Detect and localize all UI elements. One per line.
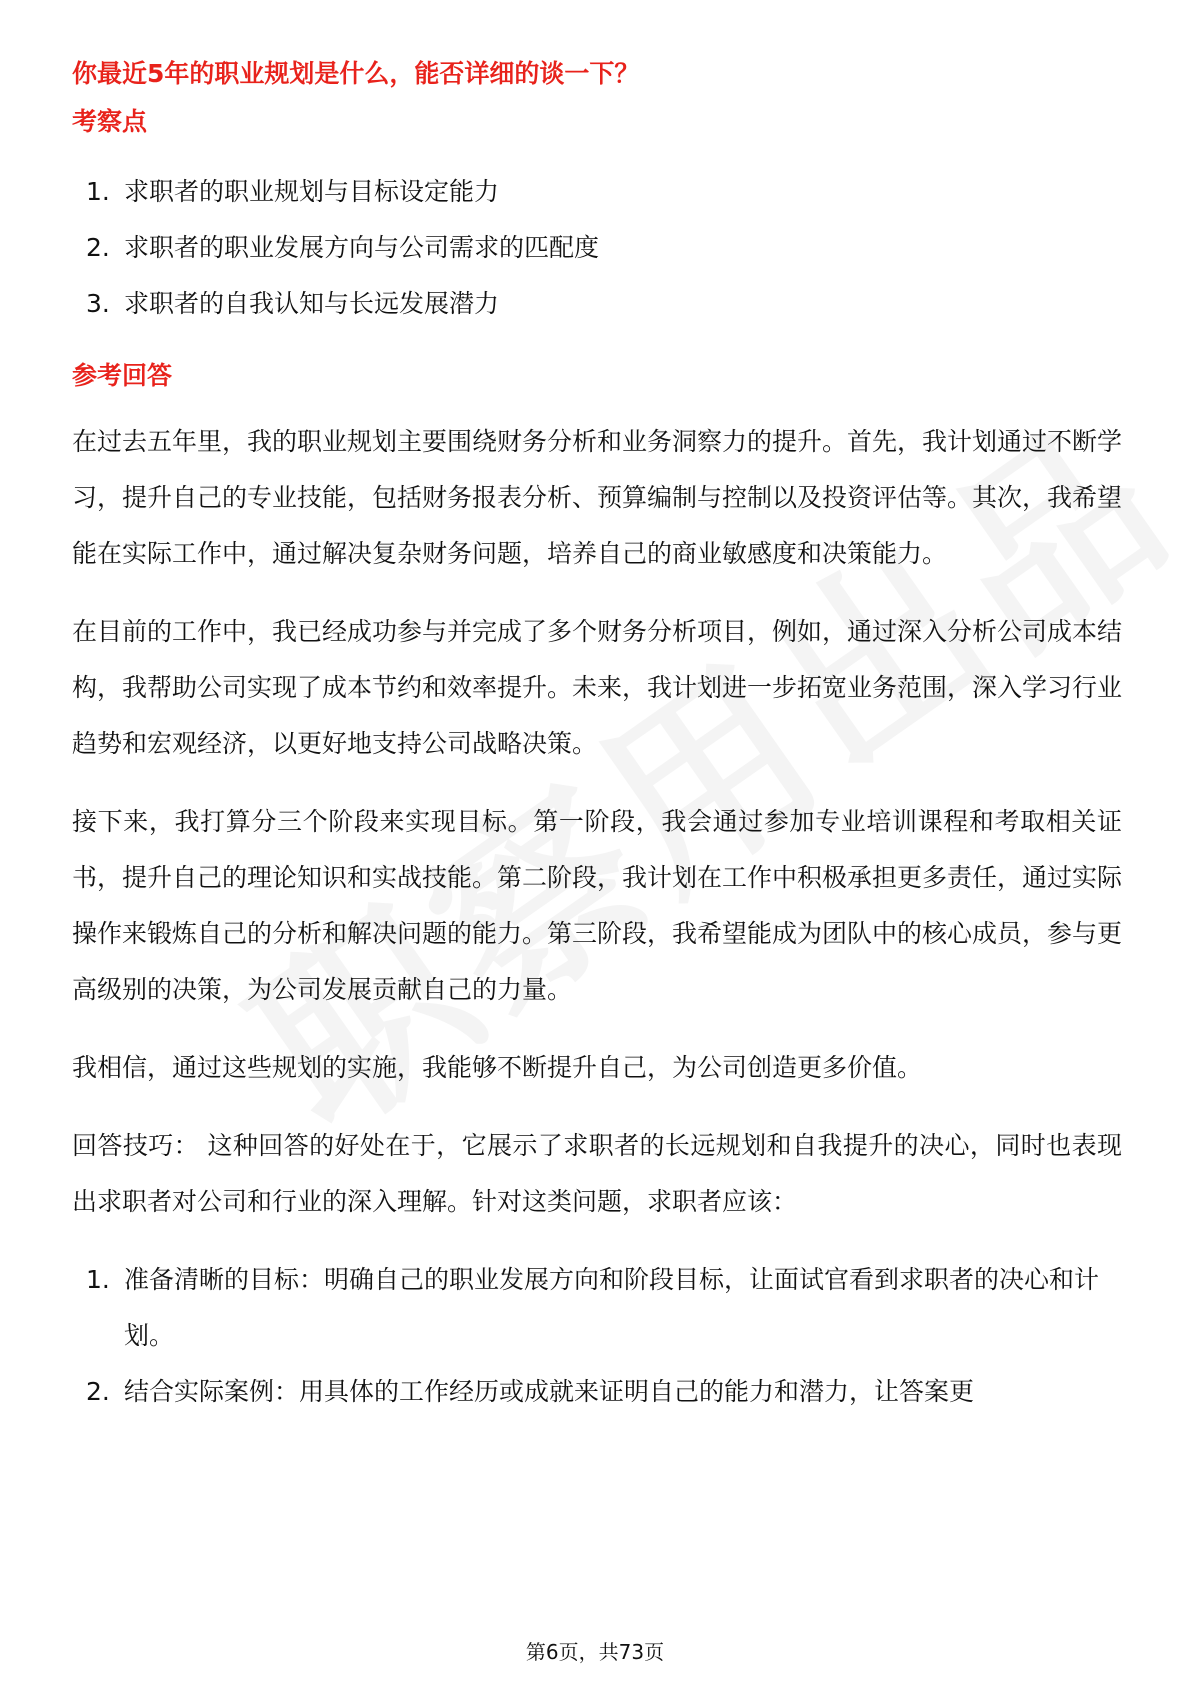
points-list — [72, 164, 1122, 332]
list-item — [72, 220, 1122, 276]
list-item — [72, 1364, 1122, 1420]
list-item-number: 3. — [86, 289, 110, 318]
list-item — [72, 164, 1122, 220]
list-item-number: 2. — [86, 233, 110, 262]
list-item — [72, 1252, 1122, 1364]
list-item — [72, 276, 1122, 332]
points-section-title: 考察点 — [72, 107, 148, 136]
answer-section-title: 参考回答 — [72, 361, 173, 390]
tips-list — [72, 1252, 1122, 1420]
list-item-text: 求职者的自我认知与长远发展潜力 — [124, 289, 500, 318]
tips-paragraph: 回答技巧： 这种回答的好处在于，它展示了求职者的长远规划和自我提升的决心，同时也表现出求职者对公司和行业的深入理解。针对这类问题，求职者应该： — [72, 1131, 1122, 1216]
list-item-text: 求职者的职业规划与目标设定能力 — [124, 177, 500, 206]
answer-paragraph: 我相信，通过这些规划的实施，我能够不断提升自己，为公司创造更多价值。 — [72, 1053, 923, 1082]
list-item-number: 1. — [86, 177, 110, 206]
list-item-number: 2. — [86, 1377, 110, 1406]
list-item-text: 求职者的职业发展方向与公司需求的匹配度 — [124, 233, 600, 262]
page-number: 第6页，共73页 — [525, 1640, 665, 1664]
list-item-text: 结合实际案例：用具体的工作经历或成就来证明自己的能力和潜力，让答案更 — [124, 1377, 975, 1406]
answer-paragraph: 接下来，我打算分三个阶段来实现目标。第一阶段，我会通过参加专业培训课程和考取相关证书，提升自己的理论知识和实战技能。第二阶段，我计划在工作中积极承担更多责任，通过实际操作来锻炼自己的分析和解决问题的能力。第三阶段，我希望能成为团队中的核心成员，参与更高级别的决策，为公司发展贡献自己的力量。 — [72, 807, 1123, 1004]
answer-paragraph: 在过去五年里，我的职业规划主要围绕财务分析和业务洞察力的提升。首先，我计划通过不断学习，提升自己的专业技能，包括财务报表分析、预算编制与控制以及投资评估等。其次，我希望能在实际工作中，通过解决复杂财务问题，培养自己的商业敏感度和决策能力。 — [72, 427, 1123, 568]
answer-paragraph: 在目前的工作中，我已经成功参与并完成了多个财务分析项目，例如，通过深入分析公司成本结构，我帮助公司实现了成本节约和效率提升。未来，我计划进一步拓宽业务范围，深入学习行业趋势和宏观经济，以更好地支持公司战略决策。 — [72, 617, 1123, 758]
document-body — [72, 56, 1122, 1420]
list-item-text: 准备清晰的目标：明确自己的职业发展方向和阶段目标，让面试官看到求职者的决心和计划。 — [124, 1265, 1100, 1350]
question-heading: 你最近5年的职业规划是什么，能否详细的谈一下？ — [72, 59, 640, 88]
list-item-number: 1. — [86, 1265, 110, 1294]
